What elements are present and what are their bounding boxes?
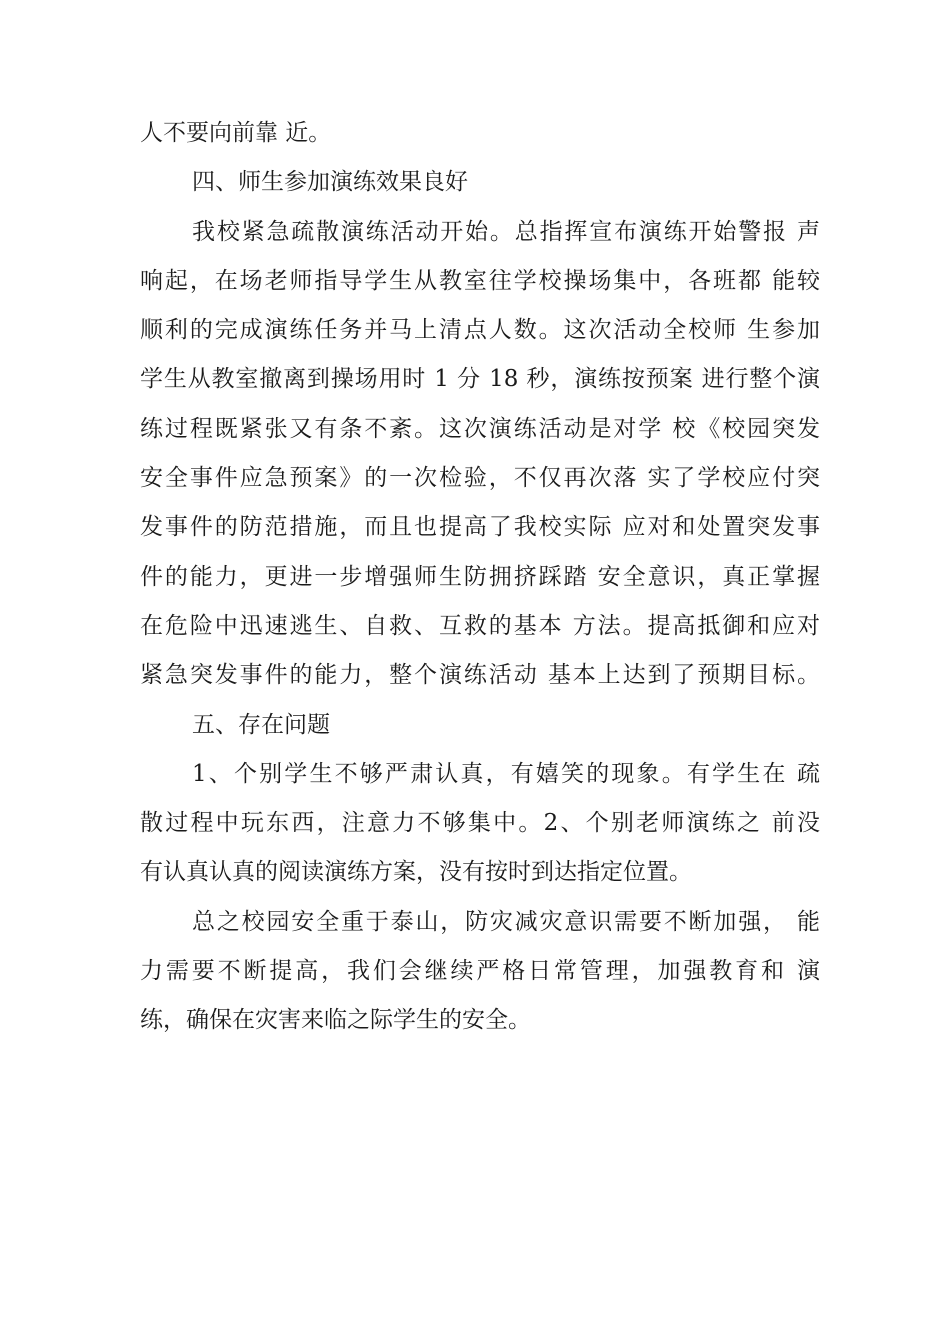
text-line: 紧急突发事件的能力，整个演练活动 基本上达到了预期目标。 xyxy=(140,662,820,689)
text-line: 响起，在场老师指导学生从教室往学校操场集中，各班都 能较 xyxy=(140,267,820,294)
text-line: 练过程既紧张又有条不紊。这次演练活动是对学 校《校园突发 xyxy=(140,415,820,442)
section-heading: 四、师生参加演练效果良好 xyxy=(192,169,468,196)
text-line: 我校紧急疏散演练活动开始。总指挥宣布演练开始警报 声 xyxy=(192,218,820,245)
text-line: 练，确保在灾害来临之际学生的安全。 xyxy=(140,1007,531,1034)
text-line: 发事件的防范措施，而且也提高了我校实际 应对和处置突发事 xyxy=(140,514,820,541)
text-line: 散过程中玩东西，注意力不够集中。2、个别老师演练之 前没 xyxy=(140,810,820,837)
section-heading: 五、存在问题 xyxy=(192,711,330,738)
text-line: 件的能力，更进一步增强师生防拥挤踩踏 安全意识，真正掌握 xyxy=(140,563,820,590)
text-line: 力需要不断提高，我们会继续严格日常管理，加强教育和 演 xyxy=(140,958,820,985)
text-line: 在危险中迅速逃生、自救、互救的基本 方法。提高抵御和应对 xyxy=(140,612,820,639)
text-line: 学生从教室撤离到操场用时 1 分 18 秒，演练按预案 进行整个演 xyxy=(140,366,820,393)
text-line: 总之校园安全重于泰山，防灾减灾意识需要不断加强， 能 xyxy=(192,908,820,935)
text-line: 安全事件应急预案》的一次检验，不仅再次落 实了学校应付突 xyxy=(140,465,820,492)
text-line: 1、个别学生不够严肃认真，有嬉笑的现象。有学生在 疏 xyxy=(192,760,820,787)
text-line: 有认真认真的阅读演练方案，没有按时到达指定位置。 xyxy=(140,859,692,886)
body-text xyxy=(140,109,820,1046)
text-line: 人不要向前靠 近。 xyxy=(140,120,332,146)
text-line: 顺利的完成演练任务并马上清点人数。这次活动全校师 生参加 xyxy=(140,317,820,344)
